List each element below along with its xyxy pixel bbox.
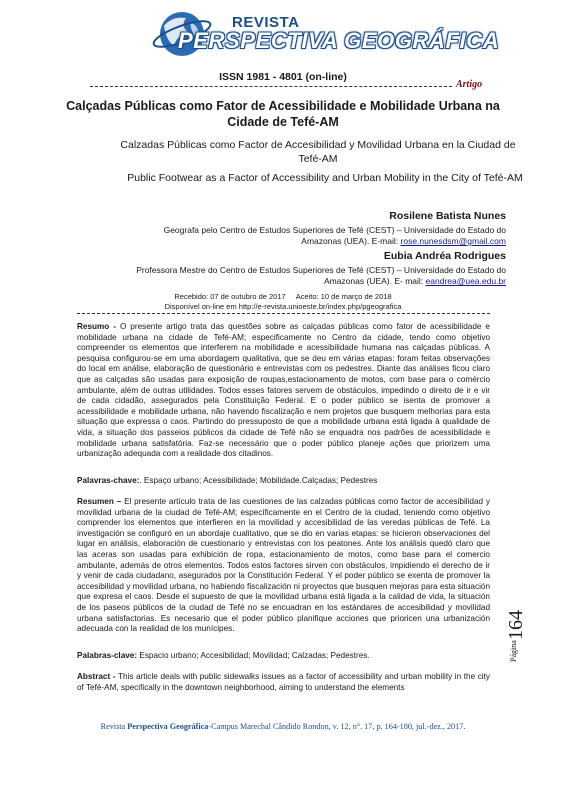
author-block: [164, 210, 506, 247]
palabras-clave: [77, 651, 490, 662]
accepted-date: Aceito: 10 de março de 2018: [295, 292, 392, 301]
resumo-label: Resumo -: [77, 322, 116, 331]
author-name: Eubia Andréa Rodrigues: [383, 250, 506, 262]
title-english: Public Footwear as a Factor of Accessibility and Urban Mobility in the City of Tefé-AM: [127, 172, 523, 184]
resumen-label: Resumen –: [77, 497, 122, 506]
received-date: Recebido: 07 de outubro de 2017: [174, 292, 286, 301]
author-block: [136, 250, 506, 287]
author-email-link[interactable]: eandrea@uea.edu.br: [425, 276, 506, 286]
resumo-paragraph: [77, 322, 490, 460]
footer-citation: [0, 722, 566, 731]
footer-post: -Campus Marechal Cândido Rondon, v. 12, n°. 17, p. 164-180, jul.-dez., 2017.: [208, 722, 466, 731]
logo-revista-text: REVISTA: [232, 14, 300, 31]
logo-main-text: PERSPECTIVA GEOGRÁFICA: [178, 28, 500, 53]
footer-pre: Revista: [100, 722, 128, 731]
affiliation-line: Amazonas (UEA). E-mail:: [301, 236, 399, 246]
available-online: Disponível on-line em http://e-revista.unioeste.br/index.php/pgeografica: [164, 302, 402, 311]
title-spanish: Calzadas Públicas como Factor de Accesibilidad y Movilidad Urbana en la Ciudad de Tefé-AM: [120, 139, 516, 165]
affiliation-line: Geografa pelo Centro de Estudos Superiores de Tefé (CEST) – Universidade do Estado do: [163, 225, 506, 235]
page-word: Página: [509, 640, 518, 662]
author-affiliation: [136, 265, 506, 287]
abstract-label: Abstract -: [77, 672, 116, 681]
palavras-chave-text: . Espaço urbano; Acessibilidade; Mobilidade.Calçadas; Pedestres: [139, 476, 378, 485]
palabras-clave-label: Palabras-clave:: [77, 651, 138, 660]
header-divider: [90, 86, 452, 87]
author-email-link[interactable]: rose.nunesdsm@gmail.com: [400, 236, 506, 246]
affiliation-line: Amazonas (UEA). E- mail:: [323, 276, 424, 286]
author-affiliation: [164, 225, 506, 247]
dates-divider: [77, 313, 490, 314]
abstract-text: This article deals with public sidewalks issues as a factor of accessibility and urban mobility in the city of Tefé-AM, specifically in the downtown neighborhood, aiming to understand the elements: [77, 672, 490, 692]
palavras-chave: [77, 476, 490, 487]
palavras-chave-label: Palavras-chave:: [77, 476, 140, 485]
title-portuguese: Calçadas Públicas como Fator de Acessibilidade e Mobilidade Urbana na Cidade de Tefé-AM: [66, 99, 500, 129]
resumen-paragraph: [77, 497, 490, 635]
author-name: Rosilene Batista Nunes: [389, 210, 506, 222]
submission-dates: [0, 292, 566, 312]
palabras-clave-text: Espacio urbano; Accesibilidad; Movilidad; Calzadas; Pedestres.: [137, 651, 370, 660]
resumo-text: O presente artigo trata das questões sobre as calçadas públicas como fator de acessibilidade e mobilidade urbana na cidade de Tefé-AM; especificamente no Centro da cidade, tendo como objetivo compreender os elementos que interferem na mobilidade e acessibilidade humana nas calçadas públicas. A pesquisa configurou-se em uma abordagem qualitativa, que se deu em várias etapas: foram feitas observações do local em análise, elaboração de questionário e entrevistas com os pedestres. Diante das análises ficou claro que as calçadas são usadas para exposição de roupas,estacionamento de motos, com base para o comércio ambulante, além de outras utilidades. Todos esses fatores servem de obstáculos, impedindo o direito de ir e vir de cada cidadão, assegurados pela Constituição Federal. E o poder público se isenta de promover a acessibilidade e mobilidade urbana, não havendo fiscalização e nem projetos que busquem melhorias para esta situação que expressa o caos. Partindo do pressuposto de que a mobilidade urbana está ligada à qualidade de vida, a situação dos passeios públicos da cidade de Tefé não se enquadra nos padrões de acessibilidade e mobilidade urbana satisfatória. Faz-se necessário que o poder público planeje ações que priorizem uma urbanização adequada com a realidade dos citadinos.: [77, 322, 490, 459]
footer-journal: Perspectiva Geográfica: [127, 722, 209, 731]
abstract-paragraph: [77, 672, 490, 693]
affiliation-line: Professora Mestre do Centro de Estudos Superiores de Tefé (CEST) – Universidade do Estado do: [136, 265, 506, 275]
section-label: Artigo: [456, 79, 483, 90]
issn: ISSN 1981 - 4801 (on-line): [219, 71, 347, 83]
resumen-text: El presente artículo trata de las cuestiones de las calzadas públicas como factor de accesibilidad y movilidad urbana de la ciudad de Tefé-AM; específicamente en el Centro de la ciudad, teniendo como objetivo comprender los elementos que interfieren en la movilidad y accesibilidad de las veredas públicas de Tefé. La investigación se configuró en un abordaje cualitativo, que se dio en varias etapas: se hicieron observaciones del lugar en análisis, elaboración de cuestionario y entrevistas con los peatones. Ante los análisis quedó claro que las aceras son usadas para exhibición de ropa, estacionamiento de motos, como base para el comercio ambulante, además de otros elementos. Todos estos factores sirven con obstáculos, impidiendo el derecho de ir y venir de cada ciudadano, asegurados por la Constitución Federal. Y el poder público se exenta de promover la accesibilidad y movilidad urbana, no habiendo fiscalización ni proyectos que busquen mejoras para esta situación que expresa el caos. Desde el supuesto de que la movilidad urbana está ligada a la calidad de vida, la situación de los paseos públicos de la ciudad de Tefé no se encuadran en los estándares de accesibilidad y movilidad urbana satisfactorias. Es necesario que el poder público planifique acciones que prioricen una urbanización adecuada con la realidad de los munícipes.: [77, 497, 490, 634]
page-number: 164: [505, 610, 527, 640]
